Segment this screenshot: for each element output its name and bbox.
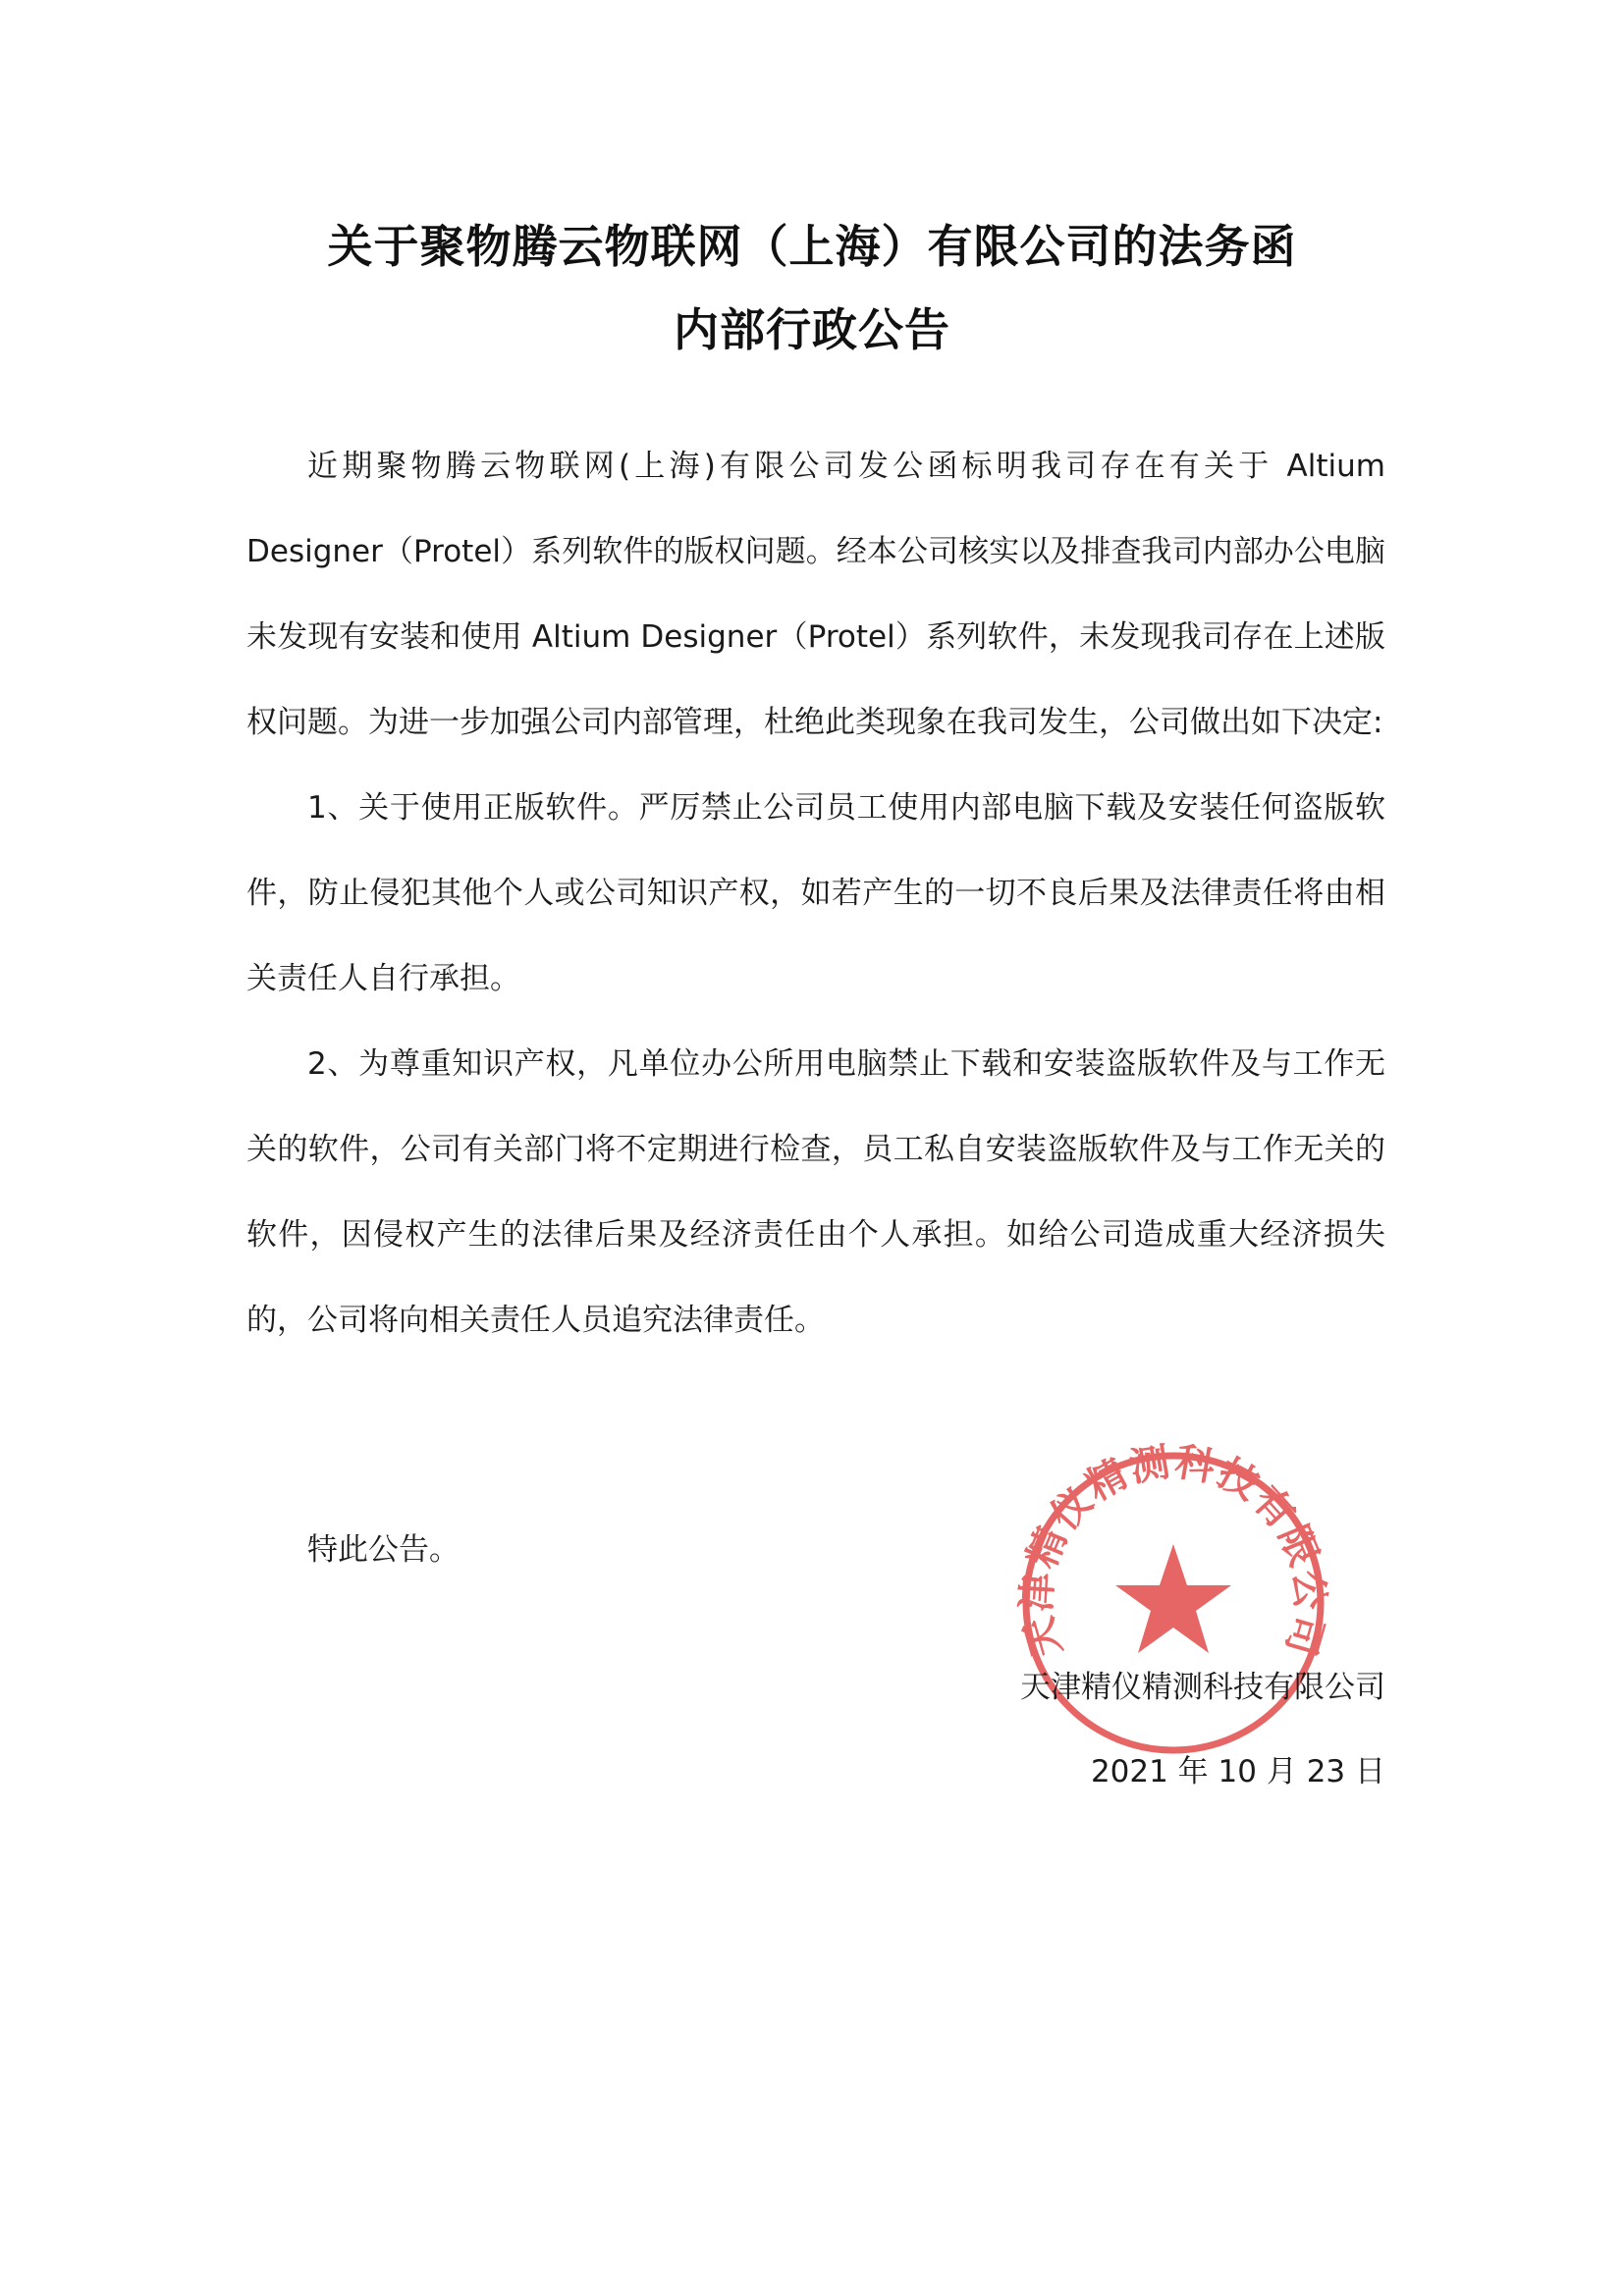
seal-text: 天津精仪精测科技有限公司	[1014, 1441, 1332, 1663]
star-icon	[1115, 1544, 1231, 1653]
paragraph-intro: 近期聚物腾云物联网(上海)有限公司发公函标明我司存在有关于 Altium Designer（Protel）系列软件的版权问题。经本公司核实以及排查我司内部办公电脑未发现有安装和使用 Altium Designer（Protel）系列软件，未发现我司存在上述版权问题。为进一步加强公司内部管理，杜绝此类现象在我司发生，公司做出如下决定:	[246, 449, 1385, 740]
company-name: 天津精仪精测科技有限公司	[1020, 1670, 1385, 1705]
closing-remark: 特此公告。	[307, 1532, 460, 1568]
issue-date: 2021 年 10 月 23 日	[1090, 1754, 1385, 1789]
company-seal	[1011, 1441, 1335, 1765]
document-subtitle: 内部行政公告	[674, 303, 950, 356]
document-body	[246, 424, 1385, 1363]
paragraph-item-2: 2、为尊重知识产权，凡单位办公所用电脑禁止下载和安装盗版软件及与工作无关的软件，公司有关部门将不定期进行检查，员工私自安装盗版软件及与工作无关的软件，因侵权产生的法律后果及经济责任由个人承担。如给公司造成重大经济损失的，公司将向相关责任人员追究法律责任。	[246, 1046, 1385, 1338]
paragraph-item-1: 1、关于使用正版软件。严厉禁止公司员工使用内部电脑下载及安装任何盗版软件，防止侵犯其他个人或公司知识产权，如若产生的一切不良后果及法律责任将由相关责任人自行承担。	[246, 790, 1385, 996]
document-title: 关于聚物腾云物联网（上海）有限公司的法务函	[327, 220, 1297, 273]
